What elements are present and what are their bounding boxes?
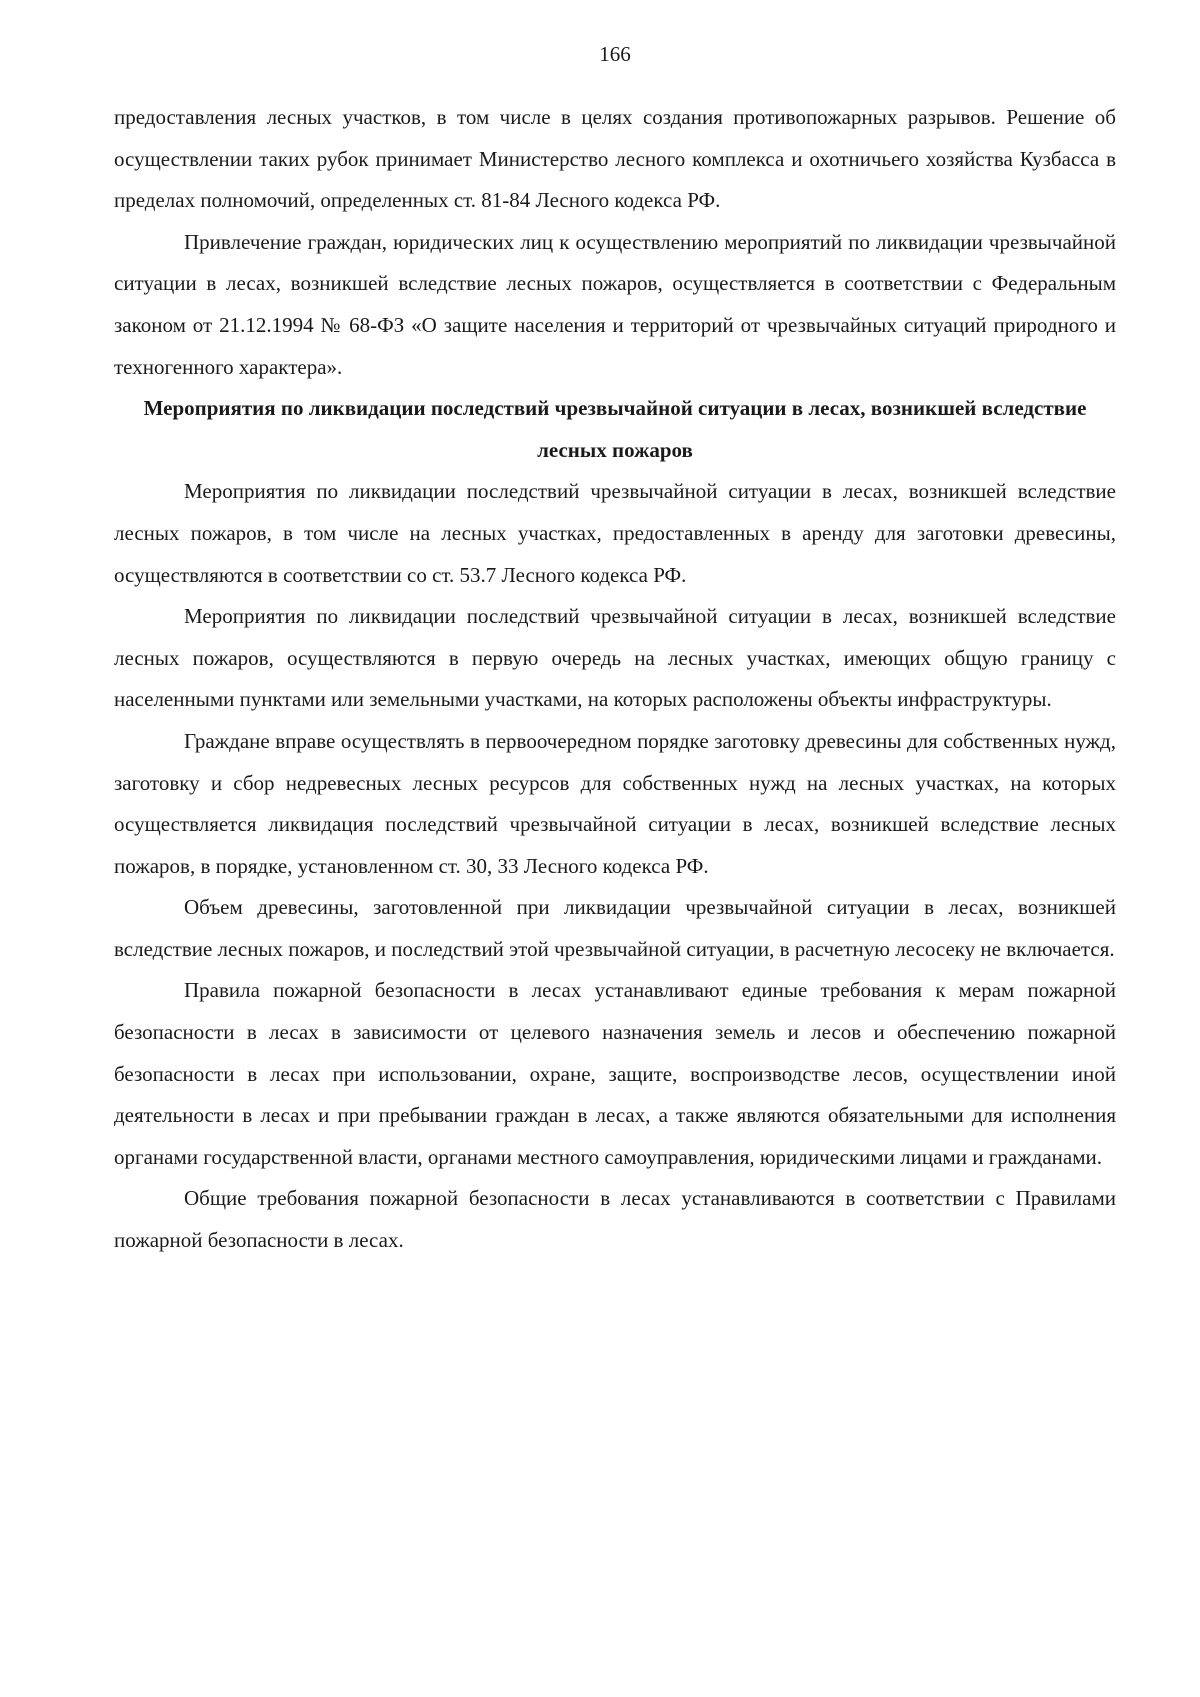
paragraph-5: Граждане вправе осуществлять в первоочередном порядке заготовку древесины для собственных нужд, заготовку и сбор недревесных лесных ресурсов для собственных нужд на лесных участках, на которых осуществляется ликвидация последствий чрезвычайной ситуации в лесах, возникшей вследствие лесных пожаров, в порядке, установленном ст. 30, 33 Лесного кодекса РФ. (114, 728, 1116, 878)
paragraph-7: Правила пожарной безопасности в лесах устанавливают единые требования к мерам пожарной безопасности в лесах в зависимости от целевого назначения земель и лесов и обеспечению пожарной безопасности в лесах при использовании, охране, защите, воспроизводстве лесов, осуществлении иной деятельности в лесах и при пребывании граждан в лесах, а также являются обязательными для исполнения органами государственной власти, органами местного самоуправления, юридическими лицами и гражданами. (114, 978, 1116, 1169)
paragraph-8: Общие требования пожарной безопасности в лесах устанавливаются в соответствии с Правилами пожарной безопасности в лесах. (114, 1186, 1116, 1253)
paragraph-2: Привлечение граждан, юридических лиц к осуществлению мероприятий по ликвидации чрезвычайной ситуации в лесах, возникшей вследствие лесных пожаров, осуществляется в соответствии с Федеральным законом от 21.12.1994 № 68-ФЗ «О защите населения и территорий от чрезвычайных ситуаций природного и техногенного характера». (114, 229, 1116, 379)
section-heading: Мероприятия по ликвидации последствий чрезвычайной ситуации в лесах, возникшей вследствие лесных пожаров (143, 396, 1087, 462)
paragraph-3: Мероприятия по ликвидации последствий чрезвычайной ситуации в лесах, возникшей вследствие лесных пожаров, в том числе на лесных участках, предоставленных в аренду для заготовки древесины, осуществляются в соответствии со ст. 53.7 Лесного кодекса РФ. (114, 479, 1116, 587)
paragraph-6: Объем древесины, заготовленной при ликвидации чрезвычайной ситуации в лесах, возникшей вследствие лесных пожаров, и последствий этой чрезвычайной ситуации, в расчетную лесосеку не включается. (114, 895, 1116, 961)
document-body (114, 97, 1116, 1262)
page-number: 166 (599, 42, 631, 66)
paragraph-1: предоставления лесных участков, в том числе в целях создания противопожарных разрывов. Решение об осуществлении таких рубок принимает Министерство лесного комплекса и охотничьего хозяйства Кузбасса в пределах полномочий, определенных ст. 81-84 Лесного кодекса РФ. (114, 105, 1116, 213)
paragraph-4: Мероприятия по ликвидации последствий чрезвычайной ситуации в лесах, возникшей вследствие лесных пожаров, осуществляются в первую очередь на лесных участках, имеющих общую границу с населенными пунктами или земельными участками, на которых расположены объекты инфраструктуры. (114, 604, 1116, 712)
